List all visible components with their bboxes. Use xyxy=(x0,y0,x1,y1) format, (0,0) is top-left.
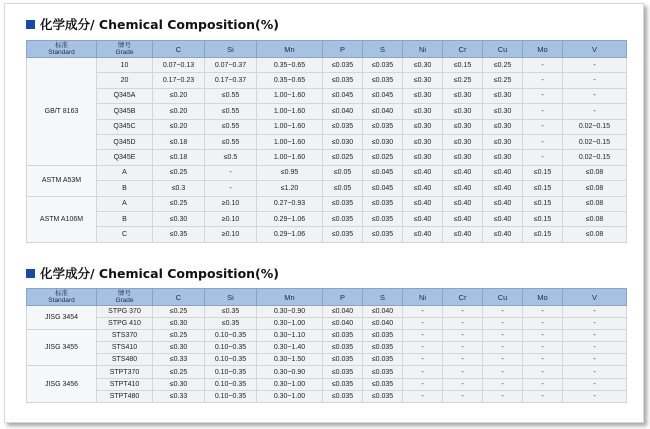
value-cell: ≤0.025 xyxy=(323,150,363,165)
header-cu: Cu xyxy=(483,41,523,58)
value-cell: - xyxy=(563,342,627,354)
table-row xyxy=(27,342,627,354)
value-cell: ≤0.40 xyxy=(483,181,523,196)
value-cell: ≤0.3 xyxy=(153,181,205,196)
value-cell: ≤0.40 xyxy=(483,196,523,211)
value-cell: ≤0.30 xyxy=(403,150,443,165)
value-cell: 0.29~1.06 xyxy=(257,227,323,242)
header-grade-cn: 牌号 xyxy=(118,42,131,49)
value-cell: - xyxy=(523,119,563,134)
table-row xyxy=(27,378,627,390)
value-cell: ≤0.40 xyxy=(443,227,483,242)
value-cell: - xyxy=(403,330,443,342)
value-cell: ≤0.40 xyxy=(403,227,443,242)
value-cell: ≤0.18 xyxy=(153,134,205,149)
table-row xyxy=(27,390,627,402)
header-ni: Ni xyxy=(403,289,443,306)
value-cell: - xyxy=(443,354,483,366)
value-cell: - xyxy=(523,390,563,402)
header-s: S xyxy=(363,41,403,58)
value-cell: ≤0.33 xyxy=(153,354,205,366)
value-cell: - xyxy=(523,354,563,366)
value-cell: 0.30~1.00 xyxy=(257,390,323,402)
title-bullet-icon xyxy=(26,20,35,29)
value-cell: ≤0.40 xyxy=(483,165,523,180)
value-cell: ≤0.30 xyxy=(443,119,483,134)
value-cell: 0.30~1.40 xyxy=(257,342,323,354)
value-cell: - xyxy=(483,306,523,318)
table-row xyxy=(27,150,627,165)
table-row xyxy=(27,211,627,226)
grade-cell: Q345B xyxy=(97,104,153,119)
value-cell: - xyxy=(523,73,563,88)
value-cell: 0.30~1.50 xyxy=(257,354,323,366)
value-cell: - xyxy=(563,366,627,378)
value-cell: - xyxy=(563,73,627,88)
value-cell: 0.02~0.15 xyxy=(563,119,627,134)
value-cell: 0.07~0.37 xyxy=(205,58,257,73)
value-cell: ≤0.15 xyxy=(523,181,563,196)
value-cell: 0.02~0.15 xyxy=(563,134,627,149)
header-p: P xyxy=(323,289,363,306)
value-cell: - xyxy=(443,318,483,330)
header-standard-en: Standard xyxy=(48,49,75,56)
value-cell: ≤0.040 xyxy=(363,318,403,330)
value-cell: ≤0.40 xyxy=(483,227,523,242)
value-cell: - xyxy=(443,390,483,402)
header-grade xyxy=(97,289,153,306)
grade-cell: Q345D xyxy=(97,134,153,149)
value-cell: ≤0.55 xyxy=(205,104,257,119)
value-cell: ≤0.5 xyxy=(205,150,257,165)
value-cell: ≤0.040 xyxy=(323,318,363,330)
header-v: V xyxy=(563,289,627,306)
grade-cell: Q345C xyxy=(97,119,153,134)
header-mn: Mn xyxy=(257,289,323,306)
chemical-composition-table-2 xyxy=(26,288,627,403)
header-ni: Ni xyxy=(403,41,443,58)
value-cell: - xyxy=(443,306,483,318)
grade-cell: STPT370 xyxy=(97,366,153,378)
value-cell: - xyxy=(523,88,563,103)
value-cell: ≤0.55 xyxy=(205,88,257,103)
value-cell: ≤0.035 xyxy=(363,354,403,366)
value-cell: 0.30~1.00 xyxy=(257,318,323,330)
value-cell: 0.35~0.65 xyxy=(257,58,323,73)
value-cell: ≤0.40 xyxy=(403,211,443,226)
value-cell: - xyxy=(403,354,443,366)
table-row xyxy=(27,196,627,211)
value-cell: ≤0.33 xyxy=(153,390,205,402)
value-cell: 0.10~0.35 xyxy=(205,390,257,402)
value-cell: ≤0.035 xyxy=(363,366,403,378)
value-cell: ≤0.045 xyxy=(363,88,403,103)
table-header-row xyxy=(27,41,627,58)
section-title-text-2: 化学成分/ Chemical Composition(%) xyxy=(40,266,280,281)
value-cell: ≤0.05 xyxy=(323,165,363,180)
value-cell: 0.30~1.00 xyxy=(257,378,323,390)
value-cell: ≤0.040 xyxy=(363,306,403,318)
value-cell: ≤0.25 xyxy=(443,73,483,88)
value-cell: 0.35~0.65 xyxy=(257,73,323,88)
value-cell: ≤0.40 xyxy=(403,165,443,180)
value-cell: ≤0.30 xyxy=(443,88,483,103)
value-cell: ≤0.25 xyxy=(153,330,205,342)
value-cell: ≤0.30 xyxy=(403,134,443,149)
value-cell: ≤0.045 xyxy=(363,181,403,196)
value-cell: ≤0.55 xyxy=(205,134,257,149)
value-cell: - xyxy=(443,366,483,378)
header-si: Si xyxy=(205,289,257,306)
value-cell: - xyxy=(403,366,443,378)
value-cell: 0.17~0.37 xyxy=(205,73,257,88)
standard-cell: JISG 3455 xyxy=(27,330,97,366)
header-c: C xyxy=(153,41,205,58)
value-cell: ≤0.55 xyxy=(205,119,257,134)
value-cell: ≤1.20 xyxy=(257,181,323,196)
value-cell: - xyxy=(563,318,627,330)
value-cell: - xyxy=(403,306,443,318)
value-cell: ≤0.30 xyxy=(483,104,523,119)
value-cell: ≤0.18 xyxy=(153,150,205,165)
value-cell: ≤0.25 xyxy=(153,366,205,378)
grade-cell: 10 xyxy=(97,58,153,73)
standard-cell: ASTM A106M xyxy=(27,196,97,242)
value-cell: ≤0.15 xyxy=(523,196,563,211)
grade-cell: STS370 xyxy=(97,330,153,342)
grade-cell: STS480 xyxy=(97,354,153,366)
standard-cell: ASTM A53M xyxy=(27,165,97,196)
value-cell: 0.10~0.35 xyxy=(205,354,257,366)
value-cell: - xyxy=(483,318,523,330)
header-standard-en: Standard xyxy=(48,297,75,304)
value-cell: ≤0.25 xyxy=(483,73,523,88)
value-cell: - xyxy=(563,58,627,73)
value-cell: - xyxy=(563,104,627,119)
header-grade-cn: 牌号 xyxy=(118,290,131,297)
value-cell: ≤0.30 xyxy=(153,342,205,354)
grade-cell: 20 xyxy=(97,73,153,88)
value-cell: - xyxy=(443,342,483,354)
value-cell: - xyxy=(443,378,483,390)
value-cell: - xyxy=(523,104,563,119)
value-cell: ≤0.25 xyxy=(153,196,205,211)
header-si: Si xyxy=(205,41,257,58)
value-cell: 1.00~1.60 xyxy=(257,119,323,134)
header-mo: Mo xyxy=(523,41,563,58)
value-cell: ≤0.035 xyxy=(323,58,363,73)
value-cell: ≤0.30 xyxy=(403,73,443,88)
value-cell: ≤0.30 xyxy=(153,211,205,226)
value-cell: ≤0.08 xyxy=(563,227,627,242)
value-cell: - xyxy=(563,354,627,366)
value-cell: ≤0.35 xyxy=(153,227,205,242)
value-cell: 0.07~0.13 xyxy=(153,58,205,73)
table-row xyxy=(27,119,627,134)
value-cell: 0.30~1.10 xyxy=(257,330,323,342)
value-cell: - xyxy=(523,150,563,165)
value-cell: ≤0.035 xyxy=(323,366,363,378)
value-cell: ≤0.035 xyxy=(363,211,403,226)
value-cell: - xyxy=(563,378,627,390)
value-cell: 0.29~1.06 xyxy=(257,211,323,226)
value-cell: ≤0.035 xyxy=(363,58,403,73)
grade-cell: STPT410 xyxy=(97,378,153,390)
value-cell: ≤0.40 xyxy=(403,181,443,196)
header-grade-en: Grade xyxy=(115,297,134,304)
value-cell: ≤0.30 xyxy=(443,150,483,165)
value-cell: ≤0.30 xyxy=(153,318,205,330)
value-cell: - xyxy=(523,330,563,342)
value-cell: ≤0.035 xyxy=(323,378,363,390)
value-cell: - xyxy=(563,390,627,402)
value-cell: ≤0.035 xyxy=(323,227,363,242)
value-cell: ≤0.035 xyxy=(363,119,403,134)
value-cell: ≤0.045 xyxy=(363,165,403,180)
value-cell: 0.30~0.90 xyxy=(257,306,323,318)
value-cell: - xyxy=(205,181,257,196)
table-row xyxy=(27,354,627,366)
grade-cell: A xyxy=(97,196,153,211)
value-cell: ≤0.30 xyxy=(443,104,483,119)
value-cell: ≤0.025 xyxy=(363,150,403,165)
value-cell: 1.00~1.60 xyxy=(257,104,323,119)
value-cell: ≤0.20 xyxy=(153,88,205,103)
section-title-2 xyxy=(26,264,279,282)
value-cell: ≤0.035 xyxy=(323,342,363,354)
value-cell: ≤0.30 xyxy=(403,104,443,119)
value-cell: ≤0.20 xyxy=(153,104,205,119)
grade-cell: Q345E xyxy=(97,150,153,165)
table-row xyxy=(27,306,627,318)
value-cell: ≤0.035 xyxy=(323,211,363,226)
header-p: P xyxy=(323,41,363,58)
grade-cell: B xyxy=(97,211,153,226)
value-cell: ≥0.10 xyxy=(205,196,257,211)
grade-cell: STPG 370 xyxy=(97,306,153,318)
value-cell: ≤0.40 xyxy=(443,181,483,196)
value-cell: ≤0.30 xyxy=(483,119,523,134)
value-cell: - xyxy=(523,366,563,378)
value-cell: ≤0.15 xyxy=(523,165,563,180)
value-cell: - xyxy=(523,306,563,318)
value-cell: - xyxy=(205,165,257,180)
standard-cell: JISG 3454 xyxy=(27,306,97,330)
value-cell: - xyxy=(483,342,523,354)
value-cell: ≤0.035 xyxy=(323,390,363,402)
value-cell: ≤0.08 xyxy=(563,196,627,211)
value-cell: - xyxy=(443,330,483,342)
header-mo: Mo xyxy=(523,289,563,306)
value-cell: ≤0.08 xyxy=(563,165,627,180)
value-cell: ≤0.40 xyxy=(483,211,523,226)
header-standard xyxy=(27,289,97,306)
value-cell: ≤0.95 xyxy=(257,165,323,180)
table-row xyxy=(27,73,627,88)
value-cell: ≤0.40 xyxy=(443,165,483,180)
value-cell: ≤0.030 xyxy=(323,134,363,149)
value-cell: ≤0.20 xyxy=(153,119,205,134)
header-mn: Mn xyxy=(257,41,323,58)
table-row xyxy=(27,181,627,196)
header-cr: Cr xyxy=(443,41,483,58)
grade-cell: STS410 xyxy=(97,342,153,354)
value-cell: ≤0.035 xyxy=(323,330,363,342)
grade-cell: B xyxy=(97,181,153,196)
value-cell: ≤0.035 xyxy=(363,227,403,242)
value-cell: - xyxy=(523,134,563,149)
value-cell: ≤0.15 xyxy=(523,211,563,226)
value-cell: - xyxy=(563,306,627,318)
table-row xyxy=(27,330,627,342)
value-cell: ≤0.035 xyxy=(363,73,403,88)
grade-cell: Q345A xyxy=(97,88,153,103)
value-cell: - xyxy=(523,58,563,73)
value-cell: ≤0.30 xyxy=(483,150,523,165)
header-grade xyxy=(97,41,153,58)
value-cell: - xyxy=(403,390,443,402)
value-cell: 0.10~0.35 xyxy=(205,342,257,354)
value-cell: ≤0.15 xyxy=(523,227,563,242)
value-cell: 1.00~1.60 xyxy=(257,134,323,149)
value-cell: ≤0.40 xyxy=(403,196,443,211)
value-cell: - xyxy=(483,354,523,366)
header-standard-cn: 标准 xyxy=(55,290,68,297)
value-cell: ≤0.040 xyxy=(363,104,403,119)
standard-cell: JISG 3456 xyxy=(27,366,97,402)
title-bullet-icon xyxy=(26,269,35,278)
value-cell: - xyxy=(523,318,563,330)
table-row xyxy=(27,227,627,242)
value-cell: ≤0.15 xyxy=(443,58,483,73)
value-cell: ≤0.35 xyxy=(205,306,257,318)
value-cell: ≤0.045 xyxy=(323,88,363,103)
value-cell: ≤0.30 xyxy=(403,58,443,73)
value-cell: - xyxy=(483,330,523,342)
value-cell: ≤0.40 xyxy=(443,196,483,211)
value-cell: ≤0.035 xyxy=(323,196,363,211)
value-cell: ≤0.30 xyxy=(153,378,205,390)
value-cell: ≤0.30 xyxy=(483,88,523,103)
value-cell: 0.10~0.35 xyxy=(205,330,257,342)
section-title-1 xyxy=(26,15,279,33)
header-cr: Cr xyxy=(443,289,483,306)
table-row xyxy=(27,165,627,180)
value-cell: - xyxy=(523,378,563,390)
value-cell: ≤0.25 xyxy=(153,165,205,180)
value-cell: ≤0.040 xyxy=(323,104,363,119)
value-cell: ≤0.30 xyxy=(403,88,443,103)
value-cell: 0.10~0.35 xyxy=(205,378,257,390)
value-cell: ≤0.25 xyxy=(483,58,523,73)
header-standard xyxy=(27,41,97,58)
value-cell: 0.27~0.93 xyxy=(257,196,323,211)
chemical-composition-table-1 xyxy=(26,40,627,243)
value-cell: ≤0.35 xyxy=(205,318,257,330)
value-cell: 0.30~0.90 xyxy=(257,366,323,378)
value-cell: - xyxy=(483,390,523,402)
table-header-row xyxy=(27,289,627,306)
value-cell: ≤0.040 xyxy=(323,306,363,318)
value-cell: ≥0.10 xyxy=(205,211,257,226)
value-cell: ≤0.035 xyxy=(363,196,403,211)
header-cu: Cu xyxy=(483,289,523,306)
value-cell: - xyxy=(403,318,443,330)
value-cell: - xyxy=(563,330,627,342)
header-grade-en: Grade xyxy=(115,49,134,56)
value-cell: ≤0.30 xyxy=(443,134,483,149)
value-cell: 0.02~0.15 xyxy=(563,150,627,165)
value-cell: ≤0.40 xyxy=(443,211,483,226)
table-row xyxy=(27,58,627,73)
value-cell: ≤0.30 xyxy=(483,134,523,149)
value-cell: ≤0.035 xyxy=(363,378,403,390)
value-cell: ≥0.10 xyxy=(205,227,257,242)
header-v: V xyxy=(563,41,627,58)
value-cell: ≤0.035 xyxy=(323,73,363,88)
value-cell: 1.00~1.60 xyxy=(257,150,323,165)
table-row xyxy=(27,88,627,103)
table-row xyxy=(27,318,627,330)
value-cell: - xyxy=(403,378,443,390)
value-cell: - xyxy=(483,378,523,390)
grade-cell: A xyxy=(97,165,153,180)
value-cell: ≤0.035 xyxy=(323,354,363,366)
value-cell: ≤0.05 xyxy=(323,181,363,196)
header-s: S xyxy=(363,289,403,306)
value-cell: 0.10~0.35 xyxy=(205,366,257,378)
value-cell: ≤0.30 xyxy=(403,119,443,134)
value-cell: ≤0.08 xyxy=(563,211,627,226)
header-standard-cn: 标准 xyxy=(55,42,68,49)
table-row xyxy=(27,104,627,119)
value-cell: ≤0.035 xyxy=(323,119,363,134)
table-row xyxy=(27,134,627,149)
value-cell: ≤0.035 xyxy=(363,390,403,402)
grade-cell: C xyxy=(97,227,153,242)
header-c: C xyxy=(153,289,205,306)
grade-cell: STPG 410 xyxy=(97,318,153,330)
value-cell: - xyxy=(483,366,523,378)
grade-cell: STPT480 xyxy=(97,390,153,402)
value-cell: ≤0.035 xyxy=(363,342,403,354)
value-cell: ≤0.25 xyxy=(153,306,205,318)
value-cell: 1.00~1.60 xyxy=(257,88,323,103)
value-cell: ≤0.030 xyxy=(363,134,403,149)
value-cell: - xyxy=(563,88,627,103)
standard-cell: GB/T 8163 xyxy=(27,58,97,166)
value-cell: 0.17~0.23 xyxy=(153,73,205,88)
value-cell: ≤0.035 xyxy=(363,330,403,342)
table-row xyxy=(27,366,627,378)
section-title-text-1: 化学成分/ Chemical Composition(%) xyxy=(40,17,280,32)
value-cell: - xyxy=(403,342,443,354)
value-cell: - xyxy=(523,342,563,354)
value-cell: ≤0.08 xyxy=(563,181,627,196)
